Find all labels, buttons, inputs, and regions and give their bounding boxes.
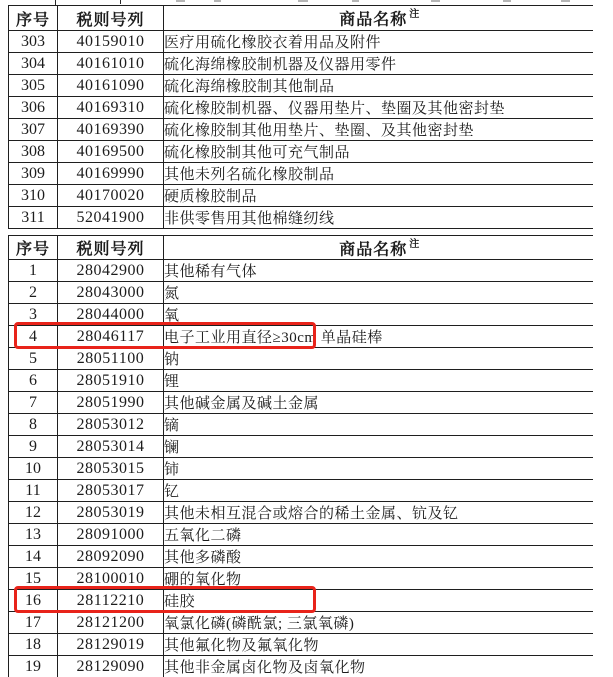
table-row — [9, 436, 593, 458]
code-cell: 28051990 — [58, 392, 164, 414]
table-row — [9, 31, 593, 53]
code-cell: 28112210 — [58, 590, 164, 612]
name-cell: 镝 — [164, 414, 593, 436]
serial-cell: 304 — [9, 53, 58, 75]
serial-cell: 310 — [9, 185, 58, 207]
remnant-column-rule — [120, 0, 121, 4]
header-row — [9, 6, 593, 31]
table-row — [9, 634, 593, 656]
name-cell: 硼的氧化物 — [164, 568, 593, 590]
col-header-name — [164, 6, 593, 31]
name-cell: 其他稀有气体 — [164, 260, 593, 282]
table-row — [9, 163, 593, 185]
table-row — [9, 282, 593, 304]
col-header-name — [164, 236, 593, 260]
table-row — [9, 304, 593, 326]
code-cell: 40169990 — [58, 163, 164, 185]
remnant-text-mark — [561, 0, 570, 2]
header-row — [9, 236, 593, 260]
serial-cell: 4 — [9, 326, 58, 348]
col-header-serial: 序号 — [9, 6, 58, 31]
table-row — [9, 524, 593, 546]
table-row — [9, 502, 593, 524]
table-row — [9, 656, 593, 677]
note-superscript: 注 — [409, 9, 420, 21]
name-cell: 其他未相互混合或熔合的稀土金属、钪及钇 — [164, 502, 593, 524]
code-cell: 40169500 — [58, 141, 164, 163]
table-row — [9, 458, 593, 480]
table-row — [9, 370, 593, 392]
name-cell: 五氧化二磷 — [164, 524, 593, 546]
note-superscript: 注 — [409, 239, 420, 250]
serial-cell: 7 — [9, 392, 58, 414]
table-row — [9, 53, 593, 75]
code-cell: 52041900 — [58, 207, 164, 229]
code-cell: 40170020 — [58, 185, 164, 207]
serial-cell: 19 — [9, 656, 58, 677]
name-cell: 锂 — [164, 370, 593, 392]
name-cell: 其他多磷酸 — [164, 546, 593, 568]
serial-cell: 3 — [9, 304, 58, 326]
name-cell: 其他未列名硫化橡胶制品 — [164, 163, 593, 185]
name-cell: 硅胶 — [164, 590, 593, 612]
table-row — [9, 207, 593, 229]
serial-cell: 8 — [9, 414, 58, 436]
name-cell: 铈 — [164, 458, 593, 480]
serial-cell: 309 — [9, 163, 58, 185]
remnant-text-mark — [176, 0, 185, 2]
table-row — [9, 590, 593, 612]
serial-cell: 2 — [9, 282, 58, 304]
name-cell: 镧 — [164, 436, 593, 458]
table-row — [9, 119, 593, 141]
name-cell: 钇 — [164, 480, 593, 502]
name-cell: 硫化海绵橡胶制其他制品 — [164, 75, 593, 97]
remnant-text-mark — [298, 0, 308, 2]
code-cell: 28044000 — [58, 304, 164, 326]
table-row — [9, 414, 593, 436]
code-cell: 28091000 — [58, 524, 164, 546]
col-header-name-text: 商品名称 — [339, 241, 408, 259]
code-cell: 28129090 — [58, 656, 164, 677]
serial-cell: 307 — [9, 119, 58, 141]
serial-cell: 6 — [9, 370, 58, 392]
col-header-name-text: 商品名称 — [339, 11, 408, 29]
remnant-text-mark — [503, 0, 511, 2]
code-cell: 40159010 — [58, 31, 164, 53]
serial-cell: 12 — [9, 502, 58, 524]
remnant-text-mark — [214, 0, 221, 2]
table-row — [9, 97, 593, 119]
serial-cell: 14 — [9, 546, 58, 568]
serial-cell: 306 — [9, 97, 58, 119]
col-header-code: 税则号列 — [58, 6, 164, 31]
serial-cell: 16 — [9, 590, 58, 612]
serial-cell: 18 — [9, 634, 58, 656]
code-cell: 40161010 — [58, 53, 164, 75]
serial-cell: 9 — [9, 436, 58, 458]
name-cell: 医疗用硫化橡胶衣着用品及附件 — [164, 31, 593, 53]
table-row — [9, 348, 593, 370]
name-cell: 其他非金属卤化物及卤氧化物 — [164, 656, 593, 677]
remnant-text-mark — [431, 0, 440, 2]
name-cell: 硬质橡胶制品 — [164, 185, 593, 207]
table-row — [9, 392, 593, 414]
serial-cell: 13 — [9, 524, 58, 546]
code-cell: 28092090 — [58, 546, 164, 568]
serial-cell: 1 — [9, 260, 58, 282]
code-cell: 28053017 — [58, 480, 164, 502]
name-cell: 其他氟化物及氟氧化物 — [164, 634, 593, 656]
code-cell: 40169390 — [58, 119, 164, 141]
code-cell: 28100010 — [58, 568, 164, 590]
remnant-text-mark — [352, 0, 359, 2]
table-row — [9, 326, 593, 348]
name-cell: 硫化橡胶制其他可充气制品 — [164, 141, 593, 163]
name-cell: 硫化橡胶制其他用垫片、垫圈、及其他密封垫 — [164, 119, 593, 141]
serial-cell: 303 — [9, 31, 58, 53]
serial-cell: 308 — [9, 141, 58, 163]
name-cell: 氧氯化磷(磷酰氯; 三氯氧磷) — [164, 612, 593, 634]
code-cell: 28053012 — [58, 414, 164, 436]
serial-cell: 17 — [9, 612, 58, 634]
code-cell: 40169310 — [58, 97, 164, 119]
code-cell: 28121200 — [58, 612, 164, 634]
code-cell: 28042900 — [58, 260, 164, 282]
code-cell: 40161090 — [58, 75, 164, 97]
name-cell: 其他碱金属及碱土金属 — [164, 392, 593, 414]
serial-cell: 15 — [9, 568, 58, 590]
code-cell: 28043000 — [58, 282, 164, 304]
table-row — [9, 141, 593, 163]
table-row — [9, 185, 593, 207]
col-header-serial: 序号 — [9, 236, 58, 260]
tariff-table-lower — [8, 235, 593, 677]
table-row — [9, 260, 593, 282]
code-cell: 28051910 — [58, 370, 164, 392]
name-cell: 钠 — [164, 348, 593, 370]
serial-cell: 5 — [9, 348, 58, 370]
table-row — [9, 480, 593, 502]
name-cell: 硫化海绵橡胶制机器及仪器用零件 — [164, 53, 593, 75]
serial-cell: 10 — [9, 458, 58, 480]
code-cell: 28053019 — [58, 502, 164, 524]
table-row — [9, 75, 593, 97]
tariff-table-upper — [8, 5, 593, 229]
name-cell: 非供零售用其他棉缝纫线 — [164, 207, 593, 229]
name-cell: 氮 — [164, 282, 593, 304]
serial-cell: 11 — [9, 480, 58, 502]
name-cell: 硫化橡胶制机器、仪器用垫片、垫圈及其他密封垫 — [164, 97, 593, 119]
code-cell: 28046117 — [58, 326, 164, 348]
serial-cell: 305 — [9, 75, 58, 97]
table-row — [9, 612, 593, 634]
col-header-code: 税则号列 — [58, 236, 164, 260]
code-cell: 28053015 — [58, 458, 164, 480]
name-cell: 电子工业用直径≥30cm 单晶硅棒 — [164, 326, 593, 348]
code-cell: 28051100 — [58, 348, 164, 370]
code-cell: 28129019 — [58, 634, 164, 656]
serial-cell: 311 — [9, 207, 58, 229]
code-cell: 28053014 — [58, 436, 164, 458]
table-row — [9, 546, 593, 568]
name-cell: 氧 — [164, 304, 593, 326]
table-row — [9, 568, 593, 590]
